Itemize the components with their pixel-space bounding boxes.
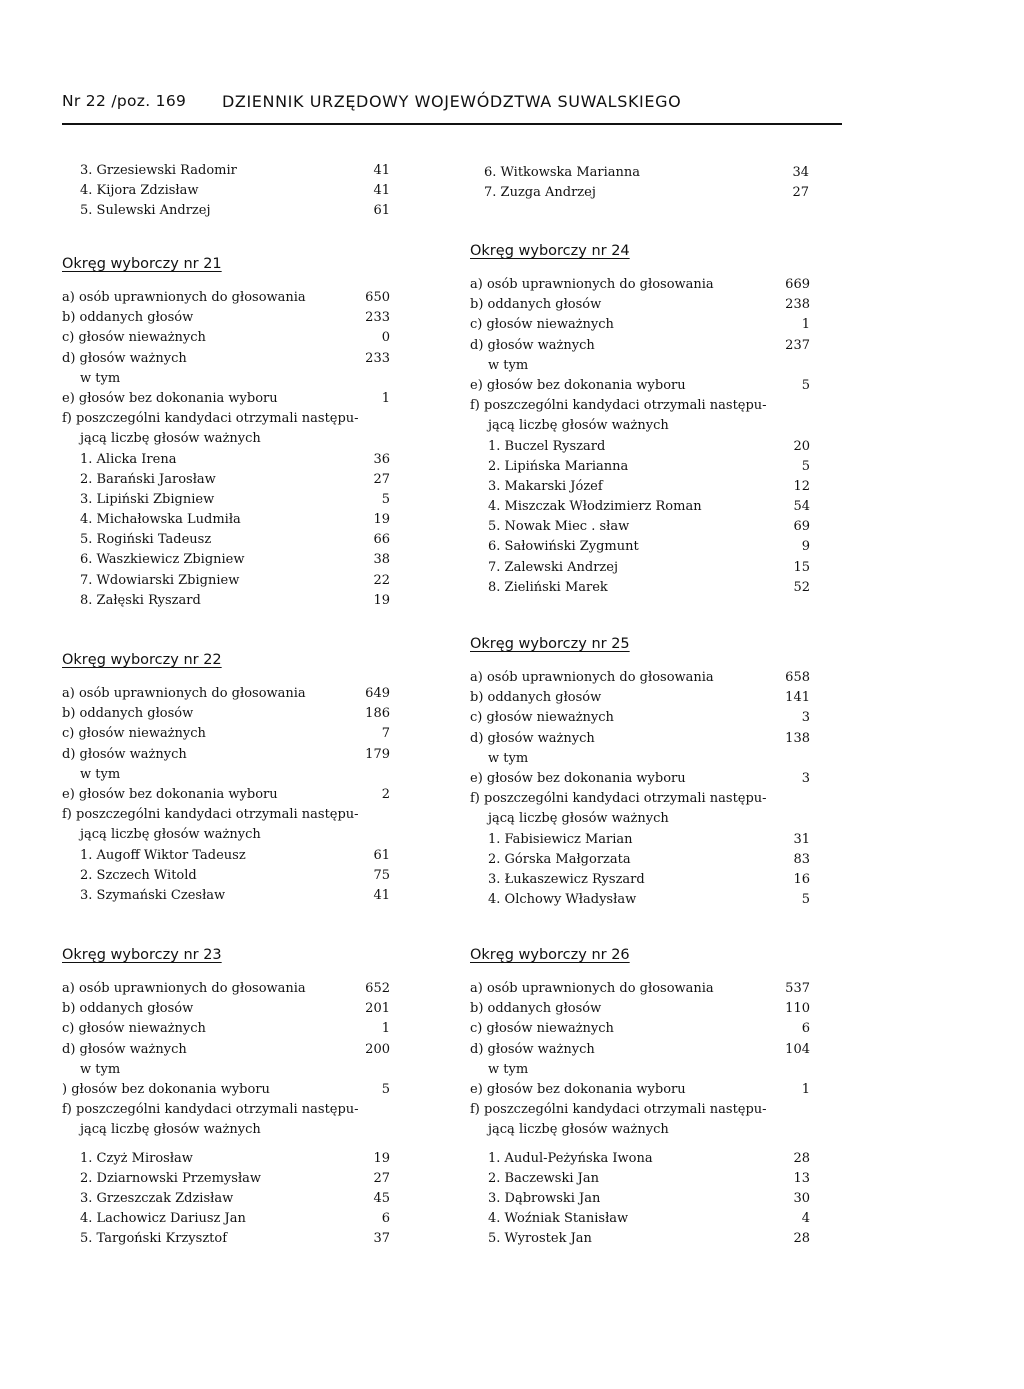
row-d — [62, 745, 390, 765]
row-label: d) głosów ważnych — [470, 337, 595, 353]
row-value: 16 — [793, 871, 810, 887]
row-f — [62, 409, 390, 429]
row-label: e) głosów bez dokonania wyboru — [62, 390, 278, 406]
candidate-row — [62, 1229, 390, 1249]
row-label: a) osób uprawnionych do głosowania — [62, 981, 306, 996]
candidate-row — [470, 558, 810, 578]
row-b — [62, 308, 390, 328]
row-value: 658 — [785, 670, 810, 685]
district-23 — [62, 945, 390, 1249]
list-item — [484, 163, 809, 183]
row-d — [62, 349, 390, 369]
row-value: 12 — [793, 478, 810, 494]
list-item — [484, 183, 809, 203]
row-label: 4. Kijora Zdzisław — [80, 183, 199, 199]
row-a — [470, 979, 810, 999]
row-value: 3 — [801, 770, 810, 786]
row-label: d) głosów ważnych — [62, 350, 187, 366]
row-label: jącą liczbę głosów ważnych — [80, 431, 261, 447]
district-25 — [470, 634, 810, 910]
row-label: 3. Makarski Józef — [488, 478, 603, 494]
row-label: w tym — [80, 1061, 121, 1077]
candidate-row — [470, 830, 810, 850]
row-value: 6 — [801, 1021, 810, 1037]
candidate-row — [470, 870, 810, 890]
row-label: c) głosów nieważnych — [62, 726, 206, 742]
row-value: 61 — [373, 847, 390, 863]
district-title: Okręg wyborczy nr 25 — [470, 636, 630, 652]
row-label: 1. Buczel Ryszard — [488, 438, 606, 454]
row-b — [62, 999, 390, 1019]
row-value: 27 — [373, 471, 390, 487]
candidate-row — [62, 1189, 390, 1209]
row-value: 6 — [381, 1211, 390, 1227]
district-title: Okręg wyborczy nr 26 — [470, 947, 630, 963]
row-c — [62, 724, 390, 744]
candidate-row — [470, 1209, 810, 1229]
row-e — [62, 1080, 390, 1100]
row-label: 4. Miszczak Włodzimierz Roman — [488, 499, 702, 515]
row-a — [62, 288, 390, 308]
row-label: d) głosów ważnych — [62, 746, 187, 762]
candidate-row — [62, 1149, 390, 1169]
row-value: 537 — [785, 981, 810, 996]
candidate-row — [62, 1209, 390, 1229]
row-label: jącą liczbę głosów ważnych — [80, 827, 261, 843]
row-label: f) poszczególni kandydaci otrzymali następu- — [470, 398, 767, 414]
candidate-row — [62, 550, 390, 570]
candidate-row — [470, 517, 810, 537]
row-a — [470, 275, 810, 295]
row-label: f) poszczególni kandydaci otrzymali następu- — [62, 807, 359, 823]
row-d — [470, 729, 810, 749]
candidate-row — [62, 510, 390, 530]
row-label: 4. Woźniak Stanisław — [488, 1211, 629, 1227]
list-item — [80, 201, 390, 221]
candidate-row — [470, 890, 810, 910]
row-value: 28 — [793, 1231, 810, 1247]
district-title: Okręg wyborczy nr 23 — [62, 947, 222, 963]
row-label: 1. Augoff Wiktor Tadeusz — [80, 847, 246, 863]
row-b — [62, 704, 390, 724]
district-title: Okręg wyborczy nr 24 — [470, 243, 630, 259]
row-value: 650 — [365, 290, 390, 305]
row-label: 5. Targoński Krzysztof — [80, 1231, 228, 1247]
row-label: jącą liczbę głosów ważnych — [488, 1122, 669, 1138]
row-label: c) głosów nieważnych — [62, 330, 206, 346]
row-f-cont — [62, 1120, 390, 1140]
candidate-row — [470, 1149, 810, 1169]
candidate-row — [62, 571, 390, 591]
row-value: 669 — [785, 277, 810, 292]
row-label: c) głosów nieważnych — [470, 317, 614, 333]
row-value: 1 — [381, 390, 390, 406]
row-label: 5. Rogiński Tadeusz — [80, 532, 212, 548]
row-label: 3. Grzesiewski Radomir — [80, 163, 237, 178]
row-value: 649 — [365, 686, 390, 701]
row-value: 233 — [365, 310, 390, 326]
row-value: 5 — [381, 491, 390, 507]
district-24 — [470, 241, 810, 598]
row-label: 7. Zalewski Andrzej — [488, 559, 619, 575]
row-value: 0 — [381, 330, 390, 346]
row-label: 8. Zieliński Marek — [488, 579, 608, 595]
row-value: 19 — [373, 512, 390, 528]
row-label: 5. Nowak Miec . sław — [488, 519, 630, 535]
row-value: 7 — [381, 726, 390, 742]
row-label: a) osób uprawnionych do głosowania — [470, 277, 714, 292]
row-a — [62, 684, 390, 704]
row-f — [470, 789, 810, 809]
row-label: a) osób uprawnionych do głosowania — [62, 290, 306, 305]
row-label: w tym — [488, 357, 529, 373]
row-label: c) głosów nieważnych — [470, 1021, 614, 1037]
row-label: w tym — [80, 766, 121, 782]
row-c — [470, 315, 810, 335]
row-label: 2. Szczech Witold — [80, 867, 197, 883]
candidate-row — [470, 457, 810, 477]
row-f-cont — [470, 1120, 810, 1140]
row-label: 7. Zuzga Andrzej — [484, 185, 596, 201]
row-label: 3. Lipiński Zbigniew — [80, 491, 215, 507]
candidate-row — [62, 530, 390, 550]
row-value: 41 — [373, 887, 390, 903]
row-e — [470, 769, 810, 789]
row-value: 20 — [793, 438, 810, 454]
row-wtym — [470, 356, 810, 376]
row-label: jącą liczbę głosów ważnych — [488, 811, 669, 827]
row-label: jącą liczbę głosów ważnych — [80, 1122, 261, 1138]
row-value: 141 — [785, 690, 810, 706]
row-label: f) poszczególni kandydaci otrzymali następu- — [470, 791, 767, 807]
row-label: a) osób uprawnionych do głosowania — [470, 670, 714, 685]
row-value: 2 — [381, 786, 390, 802]
row-label: 6. Sałowiński Zygmunt — [488, 539, 639, 555]
candidate-row — [470, 850, 810, 870]
row-label: 6. Witkowska Marianna — [484, 165, 640, 180]
row-label: a) osób uprawnionych do głosowania — [62, 686, 306, 701]
row-c — [62, 1019, 390, 1039]
candidate-row — [470, 1189, 810, 1209]
row-value: 19 — [373, 592, 390, 608]
row-label: c) głosów nieważnych — [62, 1021, 206, 1037]
candidate-row — [62, 490, 390, 510]
row-label: 2. Lipińska Marianna — [488, 458, 629, 474]
row-value: 52 — [793, 579, 810, 595]
row-label: b) oddanych głosów — [62, 706, 194, 722]
row-value: 5 — [801, 892, 810, 908]
row-value: 41 — [373, 163, 390, 178]
row-value: 83 — [793, 851, 810, 867]
list-item — [80, 161, 390, 181]
row-value: 54 — [793, 499, 810, 515]
row-label: w tym — [80, 370, 121, 386]
row-value: 19 — [373, 1150, 390, 1166]
row-label: 6. Waszkiewicz Zbigniew — [80, 552, 245, 568]
continuation-right — [484, 163, 809, 203]
header-rule — [62, 123, 842, 125]
row-value: 186 — [365, 706, 390, 722]
row-label: f) poszczególni kandydaci otrzymali następu- — [62, 411, 359, 427]
row-label: jącą liczbę głosów ważnych — [488, 418, 669, 434]
row-value: 45 — [373, 1190, 390, 1206]
row-value: 61 — [373, 203, 390, 219]
row-value: 238 — [785, 297, 810, 313]
row-d — [62, 1040, 390, 1060]
row-e — [470, 1080, 810, 1100]
row-f-cont — [62, 429, 390, 449]
row-value: 30 — [793, 1190, 810, 1206]
row-value: 110 — [785, 1001, 810, 1017]
row-label: b) oddanych głosów — [470, 297, 602, 313]
row-f — [62, 1100, 390, 1120]
candidate-row — [62, 846, 390, 866]
row-value: 69 — [793, 519, 810, 535]
row-value: 41 — [373, 183, 390, 199]
row-value: 233 — [365, 350, 390, 366]
row-label: e) głosów bez dokonania wyboru — [470, 1081, 686, 1097]
row-label: 1. Fabisiewicz Marian — [488, 831, 633, 847]
row-label: 2. Górska Małgorzata — [488, 851, 631, 867]
candidate-row — [62, 886, 390, 906]
row-label: 5. Sulewski Andrzej — [80, 203, 211, 219]
row-label: 3. Grzeszczak Zdzisław — [80, 1190, 234, 1206]
row-a — [62, 979, 390, 999]
row-label: b) oddanych głosów — [470, 690, 602, 706]
row-value: 31 — [793, 831, 810, 847]
row-value: 1 — [801, 317, 810, 333]
row-value: 1 — [801, 1081, 810, 1097]
row-e — [62, 785, 390, 805]
row-label: e) głosów bez dokonania wyboru — [470, 770, 686, 786]
row-f — [470, 1100, 810, 1120]
candidate-row — [62, 470, 390, 490]
candidate-row — [62, 866, 390, 886]
row-value: 37 — [373, 1231, 390, 1247]
row-label: d) głosów ważnych — [62, 1041, 187, 1057]
row-label: 1. Czyż Mirosław — [80, 1150, 193, 1166]
row-label: b) oddanych głosów — [470, 1001, 602, 1017]
row-label: 2. Baczewski Jan — [488, 1170, 599, 1186]
row-label: e) głosów bez dokonania wyboru — [470, 377, 686, 393]
row-c — [62, 328, 390, 348]
row-label: w tym — [488, 1061, 529, 1077]
row-value: 66 — [373, 532, 390, 548]
row-label: b) oddanych głosów — [62, 1001, 194, 1017]
row-value: 1 — [381, 1021, 390, 1037]
row-wtym — [62, 1060, 390, 1080]
district-26 — [470, 945, 810, 1249]
row-wtym — [62, 765, 390, 785]
candidate-row — [62, 450, 390, 470]
row-value: 9 — [801, 539, 810, 555]
row-value: 104 — [785, 1041, 810, 1057]
row-label: 1. Alicka Irena — [80, 451, 177, 467]
district-21 — [62, 254, 390, 611]
row-label: 7. Wdowiarski Zbigniew — [80, 572, 240, 588]
row-value: 179 — [365, 746, 390, 762]
row-value: 3 — [801, 710, 810, 726]
row-value: 27 — [792, 185, 809, 201]
row-label: 8. Załęski Ryszard — [80, 592, 201, 608]
row-e — [470, 376, 810, 396]
candidate-row — [62, 1169, 390, 1189]
row-label: c) głosów nieważnych — [470, 710, 614, 726]
row-value: 13 — [793, 1170, 810, 1186]
row-wtym — [62, 369, 390, 389]
candidate-row — [470, 578, 810, 598]
row-b — [470, 999, 810, 1019]
row-label: 3. Dąbrowski Jan — [488, 1190, 601, 1206]
row-f-cont — [62, 825, 390, 845]
page-reference: Nr 22 /poz. 169 — [62, 92, 187, 110]
row-b — [470, 295, 810, 315]
row-value: 5 — [801, 458, 810, 474]
row-label: 3. Łukaszewicz Ryszard — [488, 871, 645, 887]
candidate-row — [470, 1169, 810, 1189]
row-value: 75 — [373, 867, 390, 883]
list-item — [80, 181, 390, 201]
row-label: f) poszczególni kandydaci otrzymali następu- — [62, 1102, 359, 1118]
row-value: 38 — [373, 552, 390, 568]
row-label: 4. Olchowy Władysław — [488, 892, 637, 908]
district-title: Okręg wyborczy nr 21 — [62, 256, 222, 272]
row-value: 15 — [793, 559, 810, 575]
row-value: 5 — [381, 1081, 390, 1097]
candidate-row — [470, 1229, 810, 1249]
row-value: 28 — [793, 1150, 810, 1166]
page-header — [62, 88, 842, 128]
candidate-row — [470, 437, 810, 457]
row-value: 34 — [792, 165, 809, 180]
row-label: 5. Wyrostek Jan — [488, 1231, 592, 1247]
row-label: 2. Barański Jarosław — [80, 471, 216, 487]
row-label: d) głosów ważnych — [470, 730, 595, 746]
row-label: 4. Lachowicz Dariusz Jan — [80, 1211, 246, 1227]
row-f-cont — [470, 809, 810, 829]
row-value: 237 — [785, 337, 810, 353]
row-f — [62, 805, 390, 825]
row-value: 138 — [785, 730, 810, 746]
row-value: 36 — [373, 451, 390, 467]
row-label: 4. Michałowska Ludmiła — [80, 512, 241, 528]
row-label: f) poszczególni kandydaci otrzymali następu- — [470, 1102, 767, 1118]
row-a — [470, 668, 810, 688]
candidate-row — [470, 477, 810, 497]
row-value: 652 — [365, 981, 390, 996]
row-value: 5 — [801, 377, 810, 393]
row-c — [470, 708, 810, 728]
row-label: 1. Audul-Peżyńska Iwona — [488, 1150, 653, 1166]
row-label: w tym — [488, 750, 529, 766]
candidate-row — [62, 591, 390, 611]
row-label: 2. Dziarnowski Przemysław — [80, 1170, 262, 1186]
row-c — [470, 1019, 810, 1039]
row-f-cont — [470, 416, 810, 436]
row-value: 200 — [365, 1041, 390, 1057]
candidate-row — [470, 497, 810, 517]
row-label: b) oddanych głosów — [62, 310, 194, 326]
row-value: 4 — [801, 1211, 810, 1227]
row-f — [470, 396, 810, 416]
row-e — [62, 389, 390, 409]
journal-title: DZIENNIK URZĘDOWY WOJEWÓDZTWA SUWALSKIEGO — [222, 92, 682, 111]
row-value: 27 — [373, 1170, 390, 1186]
row-wtym — [470, 749, 810, 769]
district-title: Okręg wyborczy nr 22 — [62, 652, 222, 668]
row-d — [470, 1040, 810, 1060]
row-label: d) głosów ważnych — [470, 1041, 595, 1057]
district-22 — [62, 650, 390, 906]
row-value: 22 — [373, 572, 390, 588]
row-label: e) głosów bez dokonania wyboru — [62, 786, 278, 802]
row-label: ) głosów bez dokonania wyboru — [62, 1081, 270, 1097]
row-label: 3. Szymański Czesław — [80, 887, 226, 903]
continuation-left — [80, 161, 390, 222]
row-d — [470, 336, 810, 356]
row-label: a) osób uprawnionych do głosowania — [470, 981, 714, 996]
row-wtym — [470, 1060, 810, 1080]
row-b — [470, 688, 810, 708]
candidate-row — [470, 537, 810, 557]
row-value: 201 — [365, 1001, 390, 1017]
